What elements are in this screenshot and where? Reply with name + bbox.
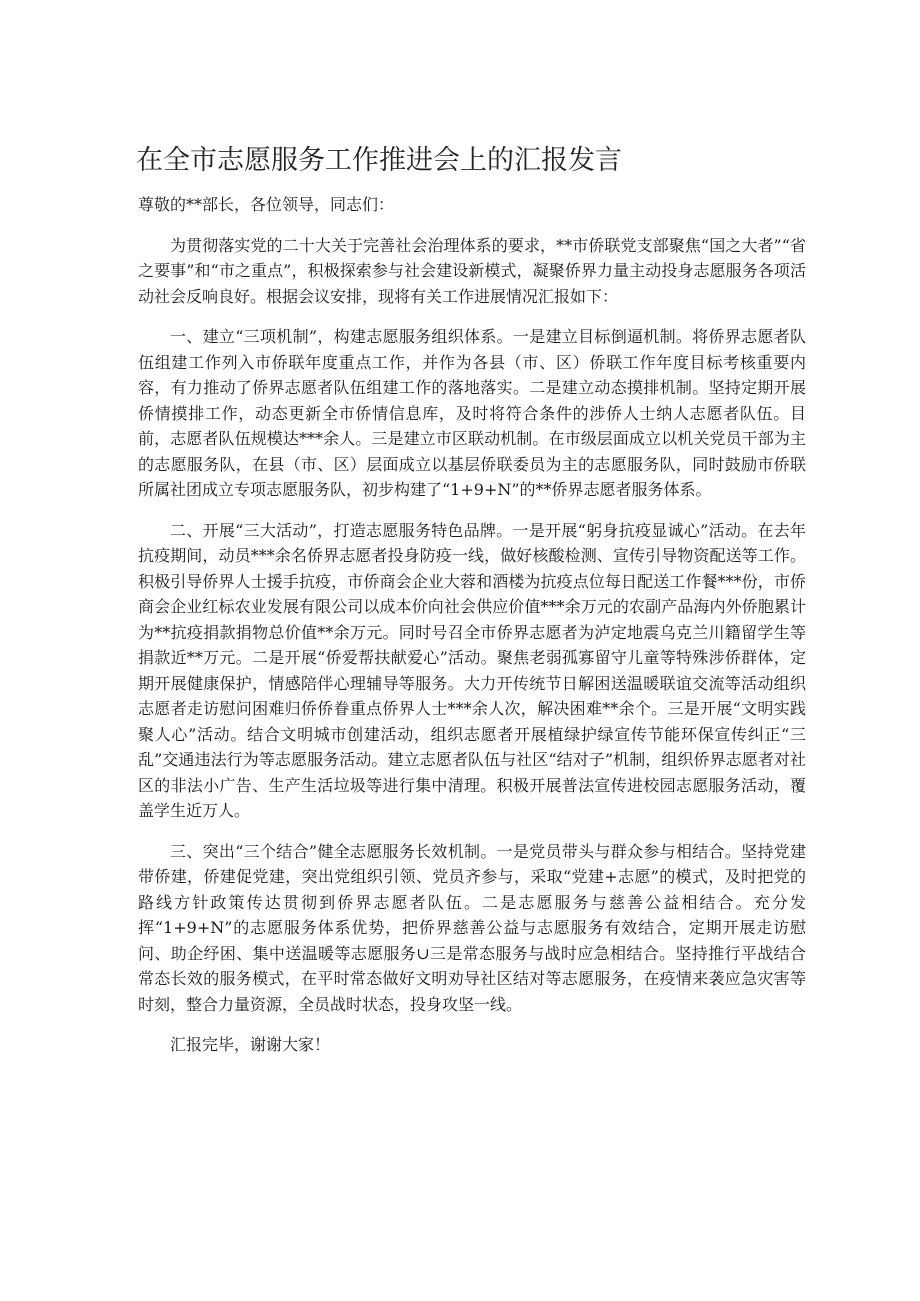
salutation: 尊敬的**部长，各位领导，同志们： (138, 195, 395, 214)
paragraph-section-two: 二、开展“三大活动”，打造志愿服务特色品牌。一是开展“躬身抗疫显诚心”活动。在去年抗疫期间，动员***余名侨界志愿者投身防疫一线，做好核酸检测、宣传引导物资配送等工作。积极引导侨界人士援手抗疫，市侨商会企业大蓉和酒楼为抗疫点位每日配送工作餐***份，市侨商会企业红标农业发展有限公司以成本价向社会供应价值***余万元的农副产品海内外侨胞累计为**抗疫捐款捐物总价值**余万元。同时号召全市侨界志愿者为泸定地震乌克兰川籍留学生等捐款近**万元。二是开展“侨爱帮扶献爱心”活动。聚焦老弱孤寡留守儿童等特殊涉侨群体，定期开展健康保护，情感陪伴心理辅导等服务。大力开传统节日解困送温暖联谊交流等活动组织志愿者走访慰问困难归侨侨眷重点侨界人士***余人次，解决困难**余个。三是开展“文明实践聚人心”活动。结合文明城市创建活动，组织志愿者开展植绿护绿宣传节能环保宣传纠正“三乱”交通违法行为等志愿服务活动。建立志愿者队伍与社区“结对子”机制，组织侨界志愿者对社区的非法小广告、生产生活垃圾等进行集中清理。积极开展普法宣传进校园志愿服务活动，覆盖学生近万人。 (138, 520, 806, 820)
paragraph-intro: 为贯彻落实党的二十大关于完善社会治理体系的要求，**市侨联党支部聚焦“国之大者”“省之要事”和“市之重点”，积极探索参与社会建设新模式，凝聚侨界力量主动投身志愿服务各项活动社会反响良好。根据会议安排，现将有关工作进展情况汇报如下： (138, 235, 806, 306)
paragraph-closing: 汇报完毕，谢谢大家！ (170, 1035, 331, 1054)
document-title: 在全市志愿服务工作推进会上的汇报发言 (136, 145, 622, 176)
paragraph-section-one: 一、建立“三项机制”，构建志愿服务组织体系。一是建立目标倒逼机制。将侨界志愿者队伍组建工作列入市侨联年度重点工作，并作为各县（市、区）侨联工作年度目标考核重要内容，有力推动了侨界志愿者队伍组建工作的落地落实。二是建立动态摸排机制。坚持定期开展侨情摸排工作，动态更新全市侨情信息库，及时将符合条件的涉侨人士纳人志愿者队伍。目前，志愿者队伍规模达***余人。三是建立市区联动机制。在市级层面成立以机关党员干部为主的志愿服务队，在县（市、区）层面成立以基层侨联委员为主的志愿服务队，同时鼓励市侨联所属社团成立专项志愿服务队，初步构建了“1+9+N”的**侨界志愿者服务体系。 (138, 327, 806, 499)
paragraph-section-three: 三、突出“三个结合”健全志愿服务长效机制。一是党员带头与群众参与相结合。坚持党建带侨建，侨建促党建，突出党组织引领、党员齐参与，采取“党建+志愿”的模式，及时把党的路线方针政策传达贯彻到侨界志愿者队伍。二是志愿服务与慈善公益相结合。充分发挥“1+9+N”的志愿服务体系优势，把侨界慈善公益与志愿服务有效结合，定期开展走访慰问、助企纾困、集中送温暖等志愿服务∪三是常态服务与战时应急相结合。坚持推行平战结合常态长效的服务模式，在平时常态做好文明劝导社区结对等志愿服务，在疫情来袭应急灾害等时刻，整合力量资源，全员战时状态，投身攻坚一线。 (138, 841, 806, 1014)
document-body (138, 192, 806, 1073)
